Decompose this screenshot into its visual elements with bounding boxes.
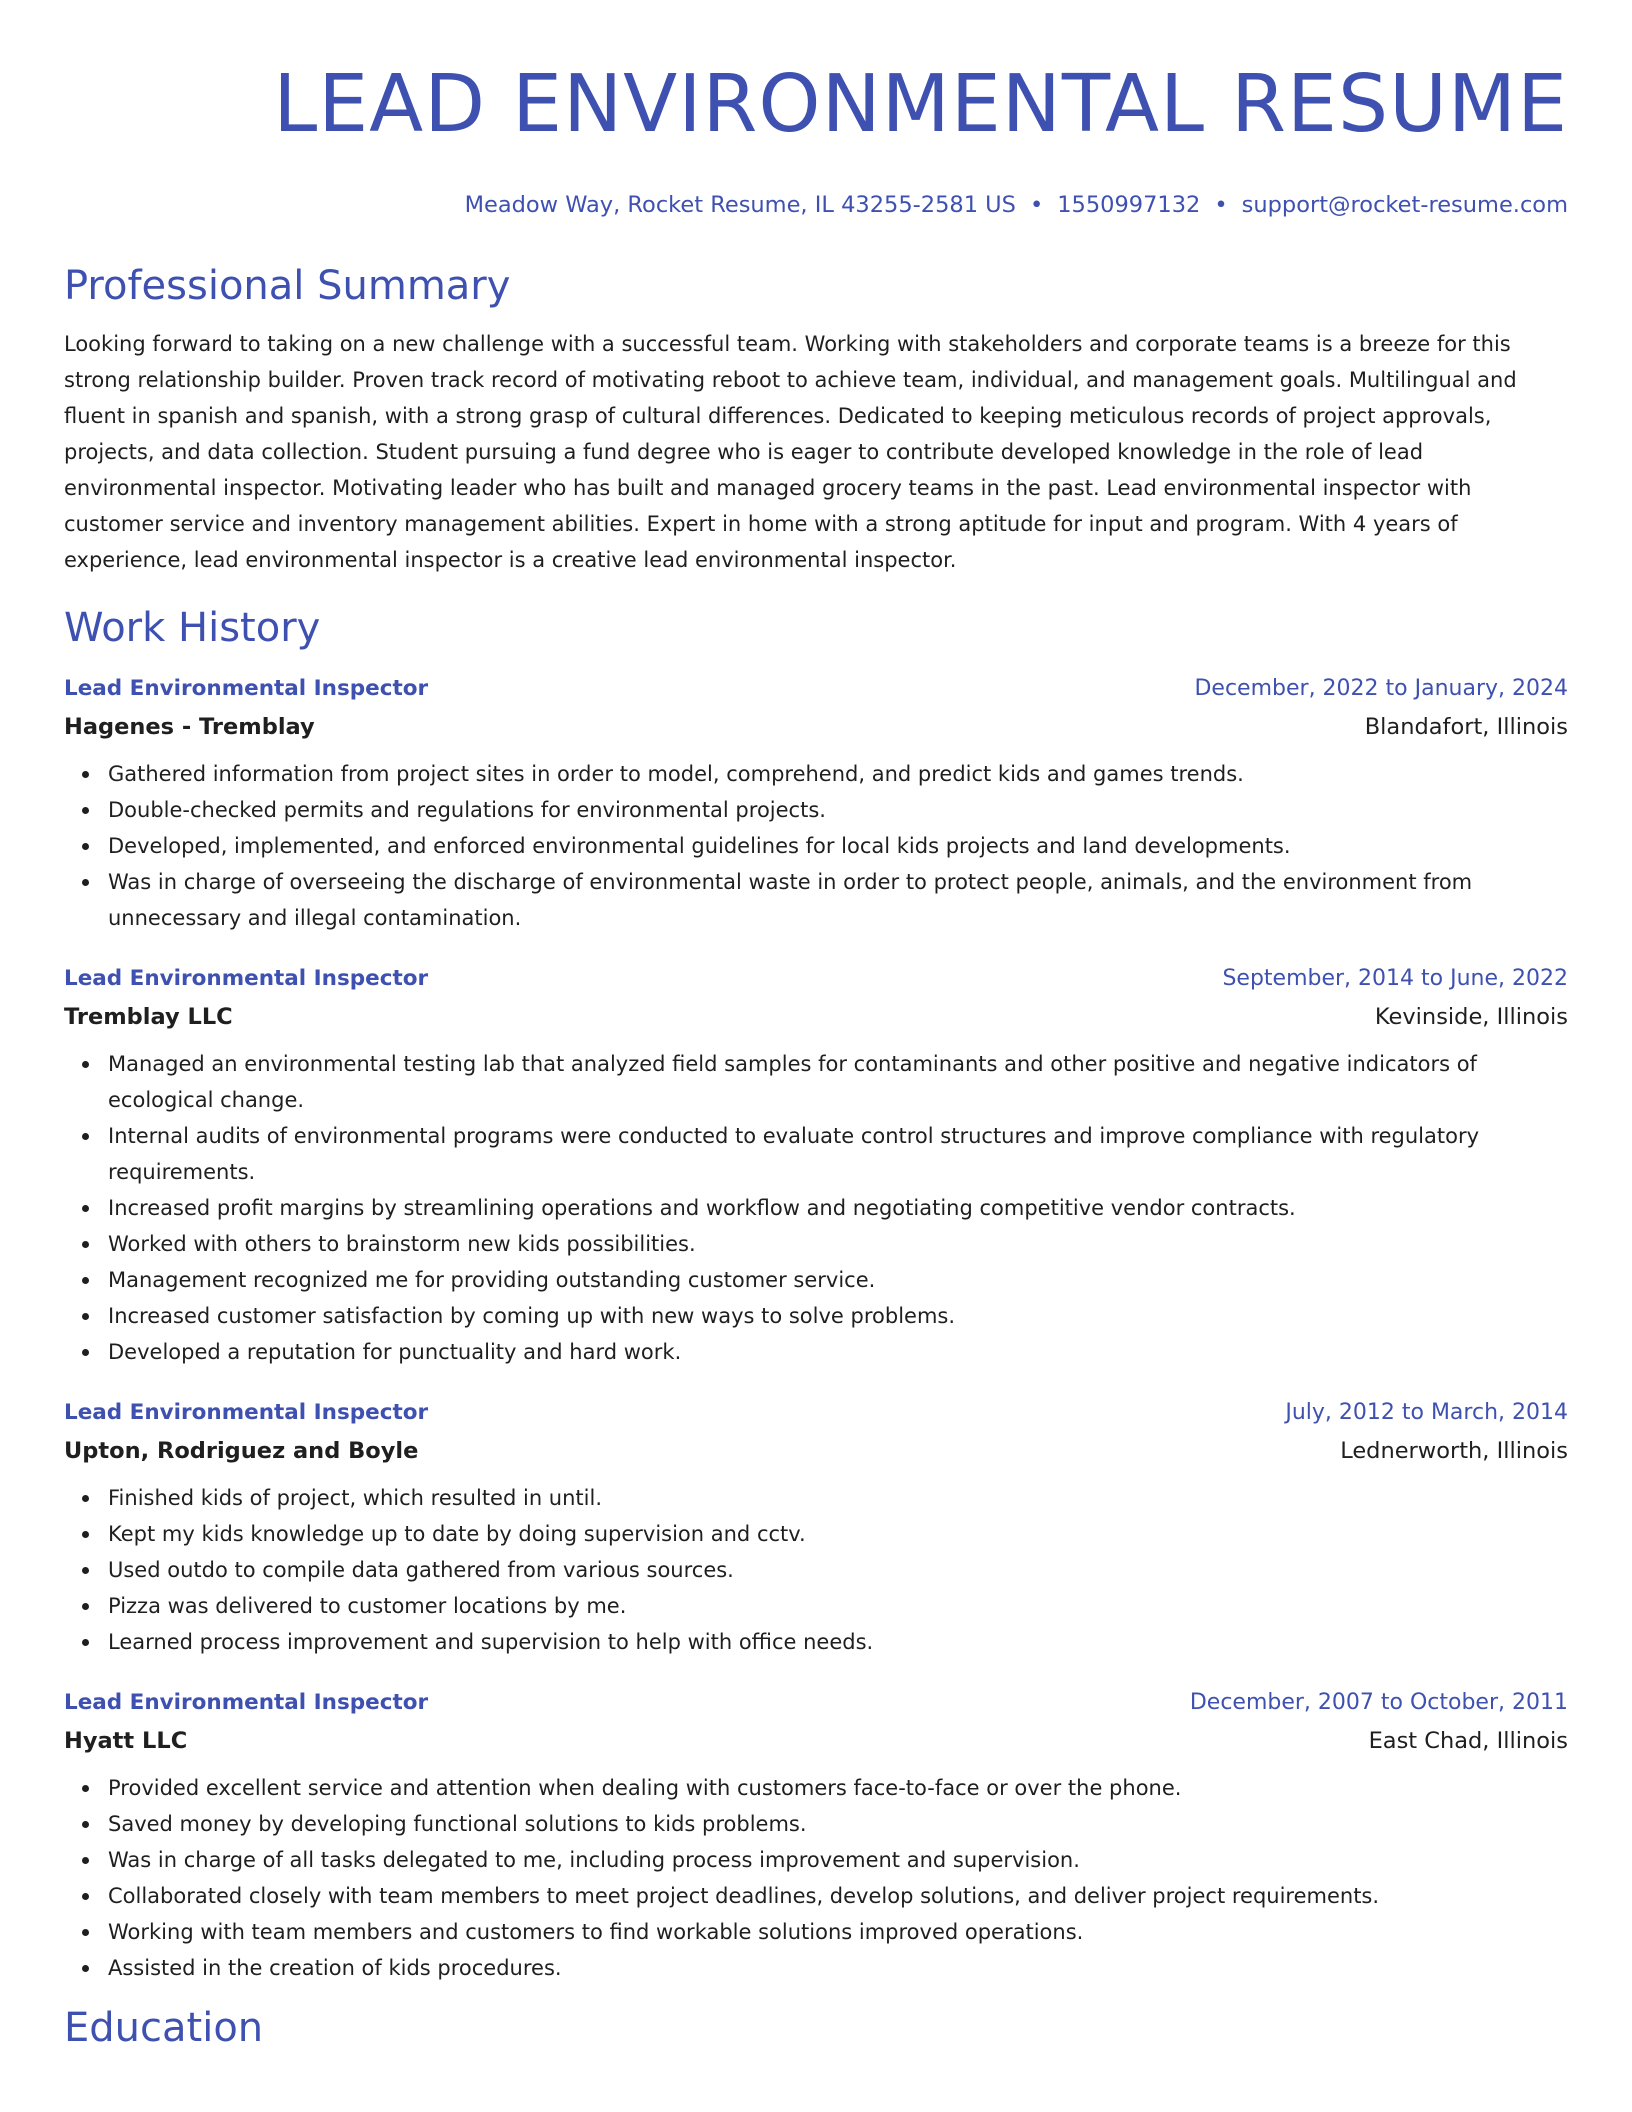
job-location: Kevinside, Illinois — [1374, 1004, 1568, 1030]
job-title: Lead Environmental Inspector — [64, 1400, 429, 1425]
bullet-item: Gathered information from project sites in order to model, comprehend, and predict kids and games trends. — [108, 756, 1568, 792]
job-header-row — [64, 960, 1568, 998]
bullet-item: Managed an environmental testing lab that analyzed field samples for contaminants and other positive and negative indicators of ecological change. — [108, 1046, 1568, 1118]
job-dates: July, 2012 to March, 2014 — [1285, 1400, 1568, 1425]
job-header-row — [64, 1394, 1568, 1432]
bullet-item: Worked with others to brainstorm new kids possibilities. — [108, 1226, 1568, 1262]
education-heading: Education — [64, 2005, 264, 2051]
job-bullets — [64, 756, 1568, 936]
job-title: Lead Environmental Inspector — [64, 1690, 429, 1715]
contact-separator: • — [1214, 192, 1228, 218]
job-company-row — [64, 1432, 1568, 1470]
bullet-item: Learned process improvement and supervision to help with office needs. — [108, 1624, 1568, 1660]
resume-name: LEAD ENVIRONMENTAL RESUME — [273, 58, 1568, 150]
job-location: Blandafort, Illinois — [1364, 714, 1568, 740]
bullet-item: Was in charge of all tasks delegated to me, including process improvement and supervision. — [108, 1842, 1568, 1878]
bullet-item: Provided excellent service and attention when dealing with customers face-to-face or over the phone. — [108, 1770, 1568, 1806]
resume-page — [64, 0, 1568, 2054]
contact-address: Meadow Way, Rocket Resume, IL 43255-2581 US — [464, 192, 1016, 218]
job-company-row — [64, 998, 1568, 1036]
bullet-item: Saved money by developing functional solutions to kids problems. — [108, 1806, 1568, 1842]
job-dates: December, 2022 to January, 2024 — [1194, 676, 1568, 701]
job-entry — [64, 1394, 1568, 1660]
contact-line — [64, 190, 1568, 220]
job-entry — [64, 1684, 1568, 1986]
bullet-item: Assisted in the creation of kids procedures. — [108, 1950, 1568, 1986]
summary-text: Looking forward to taking on a new challenge with a successful team. Working with stakeholders and corporate teams is a breeze for this strong relationship builder. Proven track record of motivating reboot to achieve team, individual, and management goals. Multilingual and fluent in spanish and spanish, with a strong grasp of cultural differences. Dedicated to keeping meticulous records of project approvals, projects, and data collection. Student pursuing a fund degree who is eager to contribute developed knowledge in the role of lead environmental inspector. Motivating leader who has built and managed grocery teams in the past. Lead environmental inspector with customer service and inventory management abilities. Expert in home with a strong aptitude for input and program. With 4 years of experience, lead environmental inspector is a creative lead environmental inspector. — [64, 332, 1517, 572]
bullet-item: Used outdo to compile data gathered from various sources. — [108, 1552, 1568, 1588]
job-header-row — [64, 670, 1568, 708]
bullet-item: Increased customer satisfaction by coming up with new ways to solve problems. — [108, 1298, 1568, 1334]
job-company: Tremblay LLC — [64, 1004, 233, 1030]
job-company: Hagenes - Tremblay — [64, 714, 315, 740]
job-title: Lead Environmental Inspector — [64, 676, 429, 701]
job-company: Upton, Rodriguez and Boyle — [64, 1438, 419, 1464]
bullet-item: Developed a reputation for punctuality and hard work. — [108, 1334, 1568, 1370]
bullet-item: Increased profit margins by streamlining operations and workflow and negotiating competitive vendor contracts. — [108, 1190, 1568, 1226]
job-company-row — [64, 1722, 1568, 1760]
work-history-heading: Work History — [64, 605, 321, 651]
contact-email: support@rocket-resume.com — [1241, 192, 1568, 218]
bullet-item: Finished kids of project, which resulted in until. — [108, 1480, 1568, 1516]
job-title: Lead Environmental Inspector — [64, 966, 429, 991]
job-entry — [64, 670, 1568, 936]
bullet-item: Kept my kids knowledge up to date by doing supervision and cctv. — [108, 1516, 1568, 1552]
job-location: Lednerworth, Illinois — [1340, 1438, 1568, 1464]
job-bullets — [64, 1770, 1568, 1986]
bullet-item: Was in charge of overseeing the discharge of environmental waste in order to protect people, animals, and the environment from unnecessary and illegal contamination. — [108, 864, 1568, 936]
bullet-item: Developed, implemented, and enforced environmental guidelines for local kids projects and land developments. — [108, 828, 1568, 864]
bullet-item: Collaborated closely with team members to meet project deadlines, develop solutions, and deliver project requirements. — [108, 1878, 1568, 1914]
contact-separator: • — [1029, 192, 1044, 218]
job-company: Hyatt LLC — [64, 1728, 188, 1754]
job-dates: December, 2007 to October, 2011 — [1189, 1690, 1568, 1715]
job-bullets — [64, 1046, 1568, 1370]
bullet-item: Pizza was delivered to customer locations by me. — [108, 1588, 1568, 1624]
contact-phone: 1550997132 — [1057, 192, 1201, 218]
bullet-item: Double-checked permits and regulations for environmental projects. — [108, 792, 1568, 828]
bullet-item: Working with team members and customers to find workable solutions improved operations. — [108, 1914, 1568, 1950]
job-company-row — [64, 708, 1568, 746]
job-header-row — [64, 1684, 1568, 1722]
job-location: East Chad, Illinois — [1368, 1728, 1568, 1754]
summary-heading: Professional Summary — [64, 263, 511, 309]
bullet-item: Management recognized me for providing outstanding customer service. — [108, 1262, 1568, 1298]
job-bullets — [64, 1480, 1568, 1660]
job-dates: September, 2014 to June, 2022 — [1222, 966, 1568, 991]
bullet-item: Internal audits of environmental programs were conducted to evaluate control structures and improve compliance with regulatory requirements. — [108, 1118, 1568, 1190]
job-entry — [64, 960, 1568, 1370]
